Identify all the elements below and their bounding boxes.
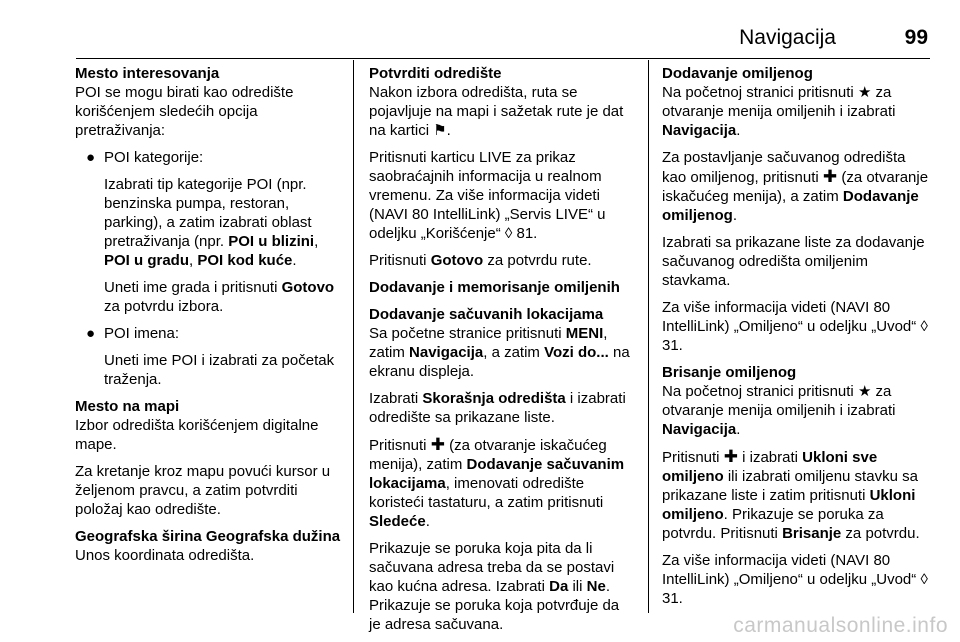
bullet-icon: ● bbox=[86, 149, 96, 166]
reference-icon: ◊ bbox=[504, 225, 513, 242]
section-title: Navigacija bbox=[739, 26, 836, 49]
delete-favorite-heading: Brisanje omiljenog bbox=[662, 364, 797, 381]
plus-icon: ✚ bbox=[430, 435, 445, 454]
bullet-poi-names bbox=[75, 324, 345, 343]
poi-names-text: Uneti ime POI i izabrati za početak traženja. bbox=[104, 352, 335, 388]
page-number: 99 bbox=[904, 26, 928, 49]
saved-text-1: Sa početne stranice pritisnuti MENI, zatim Navigacija, a zatim Vozi do... na ekranu displeja. bbox=[369, 325, 630, 380]
poi-categories-text: Izabrati tip kategorije POI (npr. benzinska pumpa, restoran, parking), a zatim izabrati oblast pretraživanja (npr. POI u blizini, POI u gradu, POI kod kuće. bbox=[104, 176, 319, 269]
saved-locations-heading: Dodavanje sačuvanih lokacijama bbox=[369, 306, 604, 323]
delete-favorite-text-2: Pritisnuti ✚ i izabrati Ukloni sve omiljeno ili izabrati omiljenu stavku sa prikazane liste i zatim pritisnuti Ukloni omiljeno. Prikazuje se poruka za potvrdu. Pritisnuti Brisanje za potvrdu. bbox=[662, 447, 920, 542]
plus-icon: ✚ bbox=[822, 167, 838, 186]
add-favorite-text-1: Na početnoj stranici pritisnuti ★ za otvaranje menija omiljenih i izabrati Navigacija. bbox=[662, 84, 896, 139]
bullet-icon: ● bbox=[86, 325, 96, 342]
add-favorite-text-4: Za više informacija videti (NAVI 80 IntelliLink) „Omiljeno“ u odeljku „Uvod“ ◊ 31. bbox=[662, 299, 928, 354]
poi-city-text: Uneti ime grada i pritisnuti Gotovo za potvrdu izbora. bbox=[104, 279, 335, 315]
plus-icon: ✚ bbox=[723, 447, 738, 466]
delete-favorite-text-3: Za više informacija videti (NAVI 80 IntelliLink) „Omiljeno“ u odeljku „Uvod“ ◊ 31. bbox=[662, 552, 928, 607]
bullet-label: POI kategorije: bbox=[104, 149, 204, 166]
confirm-text-3: Pritisnuti Gotovo za potvrdu rute. bbox=[369, 252, 592, 269]
map-heading: Mesto na mapi bbox=[75, 398, 180, 415]
column-divider-2 bbox=[648, 60, 649, 613]
bullet-label: POI imena: bbox=[104, 325, 180, 342]
reference-icon: ◊ bbox=[920, 571, 928, 588]
poi-intro: POI se mogu birati kao odredište korišćenjem sledećih opcija pretraživanja: bbox=[75, 84, 294, 139]
poi-heading: Mesto interesovanja bbox=[75, 65, 220, 82]
star-icon: ★ bbox=[857, 84, 872, 101]
column-3 bbox=[662, 64, 930, 616]
column-1 bbox=[75, 64, 345, 573]
bullet-poi-categories bbox=[75, 148, 345, 167]
confirm-text-1: Nakon izbora odredišta, ruta se pojavljuje na mapi i sažetak rute je dat na kartici ⚑. bbox=[369, 84, 624, 139]
add-favorite-heading: Dodavanje omiljenog bbox=[662, 65, 813, 82]
add-favorite-text-2: Za postavljanje sačuvanog odredišta kao omiljenog, pritisnuti ✚ (za otvaranje iskačućeg menija), a zatim Dodavanje omiljenog. bbox=[662, 149, 929, 224]
watermark: carmanualsonline.info bbox=[733, 614, 948, 637]
confirm-text-2: Pritisnuti karticu LIVE za prikaz saobraćajnih informacija u realnom vremenu. Za više informacija videti (NAVI 80 IntelliLink) „Servis LIVE“ u odeljku „Korišćenje“ ◊ 81. bbox=[369, 149, 606, 242]
column-divider-1 bbox=[353, 60, 354, 613]
flag-icon: ⚑ bbox=[433, 122, 447, 139]
confirm-heading: Potvrditi odredište bbox=[369, 65, 502, 82]
add-favorite-text-3: Izabrati sa prikazane liste za dodavanje sačuvanog odredišta omiljenim stavkama. bbox=[662, 234, 925, 289]
star-icon: ★ bbox=[857, 383, 872, 400]
delete-favorite-text-1: Na početnoj stranici pritisnuti ★ za otvaranje menija omiljenih i izabrati Navigacija. bbox=[662, 383, 896, 438]
geo-heading: Geografska širina Geografska dužina bbox=[75, 528, 341, 545]
header-rule bbox=[76, 58, 930, 59]
favorites-heading: Dodavanje i memorisanje omiljenih bbox=[369, 279, 620, 296]
map-text-2: Za kretanje kroz mapu povući kursor u željenom pravcu, a zatim potvrditi položaj kao odredište. bbox=[75, 463, 331, 518]
reference-icon: ◊ bbox=[920, 318, 928, 335]
map-text-1: Izbor odredišta korišćenjem digitalne mape. bbox=[75, 417, 319, 453]
saved-text-4: Prikazuje se poruka koja pita da li sačuvana adresa treba da se postavi kao kućna adresa. Izabrati Da ili Ne. Prikazuje se poruka koja potvrđuje da je adresa sačuvana. bbox=[369, 540, 620, 633]
page-header bbox=[76, 28, 930, 58]
column-2 bbox=[369, 64, 634, 642]
saved-text-2: Izabrati Skorašnja odredišta i izabrati odredište sa prikazane liste. bbox=[369, 390, 626, 426]
saved-text-3: Pritisnuti ✚ (za otvaranje iskačućeg menija), zatim Dodavanje sačuvanim lokacijama, imenovati odredište koristeći tastaturu, a zatim pritisnuti Sledeće. bbox=[369, 435, 625, 530]
geo-text: Unos koordinata odredišta. bbox=[75, 547, 255, 564]
